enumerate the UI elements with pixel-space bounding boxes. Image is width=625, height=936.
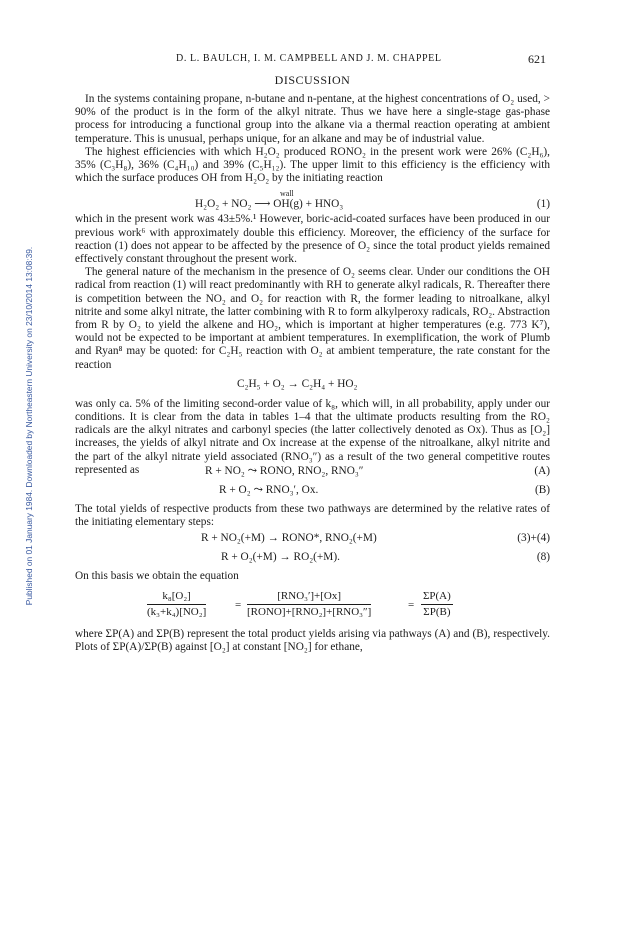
equation-number: (3)+(4) xyxy=(517,532,550,545)
equation-text: R + NO₂ ⤳ RONO, RNO₂, RNO₃″ xyxy=(205,465,364,478)
equals-sign: = xyxy=(408,598,415,611)
equation-number: (A) xyxy=(534,465,550,478)
equation-2 xyxy=(75,375,550,395)
equation-text: C₂H₅ + O₂ → C₂H₄ + HO₂ xyxy=(237,377,358,390)
paragraph: where ΣP(A) and ΣP(B) represent the total product yields arising via pathways (A) and (B), respectively. Plots of ΣP(A)/ΣP(B) against [O₂] at constant [NO₂] for ethane, xyxy=(75,627,550,653)
equation-text: R + O₂(+M) → RO₂(+M). xyxy=(221,551,340,564)
paragraph: which in the present work was 43±5%.¹ However, boric-acid-coated surfaces have been produced in our previous work⁶ with approximately double this efficiency. Moreover, the efficiency of the surface for reaction (1) does not appear to be affected by the presence of O₂ since the total product yields remained effectively constant throughout the present work. xyxy=(75,213,550,266)
fraction-numerator: ΣP(A) xyxy=(421,590,453,605)
fraction-sums xyxy=(421,590,453,619)
equation-text: R + O₂ ⤳ RNO₃′, Ox. xyxy=(219,484,319,497)
paragraph: In the systems containing propane, n-butane and n-pentane, at the highest concentrations of O₂ used, > 90% of the product is in the form of the alkyl nitrate. Thus we have here a single-stage gas-phase process for introducing a functional group into the alkane via a thermal reaction operating at ambient temperature. This is unusual, perhaps unique, for an alkane and may be of industrial value. xyxy=(75,93,550,145)
paragraph: The general nature of the mechanism in the presence of O₂ seems clear. Under our conditions the OH radical from reaction (1) will react predominantly with RH to generate alkyl radicals, R. Thereafter there is competition between the NO₂ and O₂ for reaction with R, the former leading to nitroalkane, alkyl nitrite and some alkyl nitrate, the latter combining with R to form alkylperoxy radicals, RO₂. Abstraction from R by O₂ to yield the alkene and HO₂, which is important at higher temperatures (e.g. 773 K⁷), would not be expected to be important at ambient temperatures. In exemplification, the work of Plumb and Ryan⁸ may be quoted: for C₂H₅ reaction with O₂ at ambient temperature, the rate constant for the reaction xyxy=(75,266,550,371)
fraction-numerator: [RNO₃′]+[Ox] xyxy=(247,590,371,605)
section-title: DISCUSSION xyxy=(274,73,351,87)
ratio-equation xyxy=(75,590,550,622)
paragraph: On this basis we obtain the equation xyxy=(75,570,239,583)
fraction-rate xyxy=(147,590,206,619)
paragraph: was only ca. 5% of the limiting second-order value of k₈, which will, in all probability, apply under our conditions. It is clear from the data in tables 1–4 that the ultimate products resulting from the RO₂ radicals are the alkyl nitrates and carbonyl species (the latter collectively denoted as Ox). Thus as [O₂] increases, the yields of alkyl nitrate and Ox increase at the expense of the nitroalkane, alkyl nitrite and the part of the alkyl nitrate yield associated (RNO₃″) as a result of the two general competitive routes represented as xyxy=(75,397,550,476)
download-notice: Published on 01 January 1984. Downloaded by Northeastern University on 23/10/2014 13:08:39. xyxy=(24,246,34,606)
equation-number: (1) xyxy=(536,198,550,211)
fraction-numerator: k₈[O₂] xyxy=(147,590,206,605)
fraction-yields xyxy=(247,590,371,619)
running-header-authors: D. L. BAULCH, I. M. CAMPBELL AND J. M. CHAPPEL xyxy=(176,53,442,64)
page-number: 621 xyxy=(528,52,546,66)
equation-3-4 xyxy=(75,532,550,548)
paragraph: The total yields of respective products from these two pathways are determined by the relative rates of the initiating elementary steps: xyxy=(75,503,550,529)
equation-number: (B) xyxy=(534,484,550,497)
equation-text: R + NO₂(+M) → RONO*, RNO₂(+M) xyxy=(201,532,377,545)
paragraph: The highest efficiencies with which H₂O₂ produced RONO₂ in the present work were 26% (C₂H₆), 35% (C₃H₈), 36% (C₄H₁₀) and 39% (C₅H₁₂). The upper limit to this efficiency is the efficiency with which the surface produces OH from H₂O₂ by the initiating reaction xyxy=(75,145,550,185)
equation-A xyxy=(75,465,550,481)
fraction-denominator: [RONO]+[RNO₂]+[RNO₃″] xyxy=(247,605,372,618)
equation-annotation: wall xyxy=(280,189,294,199)
equation-text: H₂O₂ + NO₂ ⟶ OH(g) + HNO₃ xyxy=(195,198,344,211)
fraction-denominator: ΣP(B) xyxy=(423,605,451,618)
equation-1 xyxy=(75,188,550,210)
equation-B xyxy=(75,484,550,500)
equation-8 xyxy=(75,551,550,567)
fraction-denominator: (k₃+k₄)[NO₂] xyxy=(147,605,207,618)
article-body xyxy=(75,93,550,654)
equals-sign: = xyxy=(235,598,242,611)
equation-number: (8) xyxy=(536,551,550,564)
